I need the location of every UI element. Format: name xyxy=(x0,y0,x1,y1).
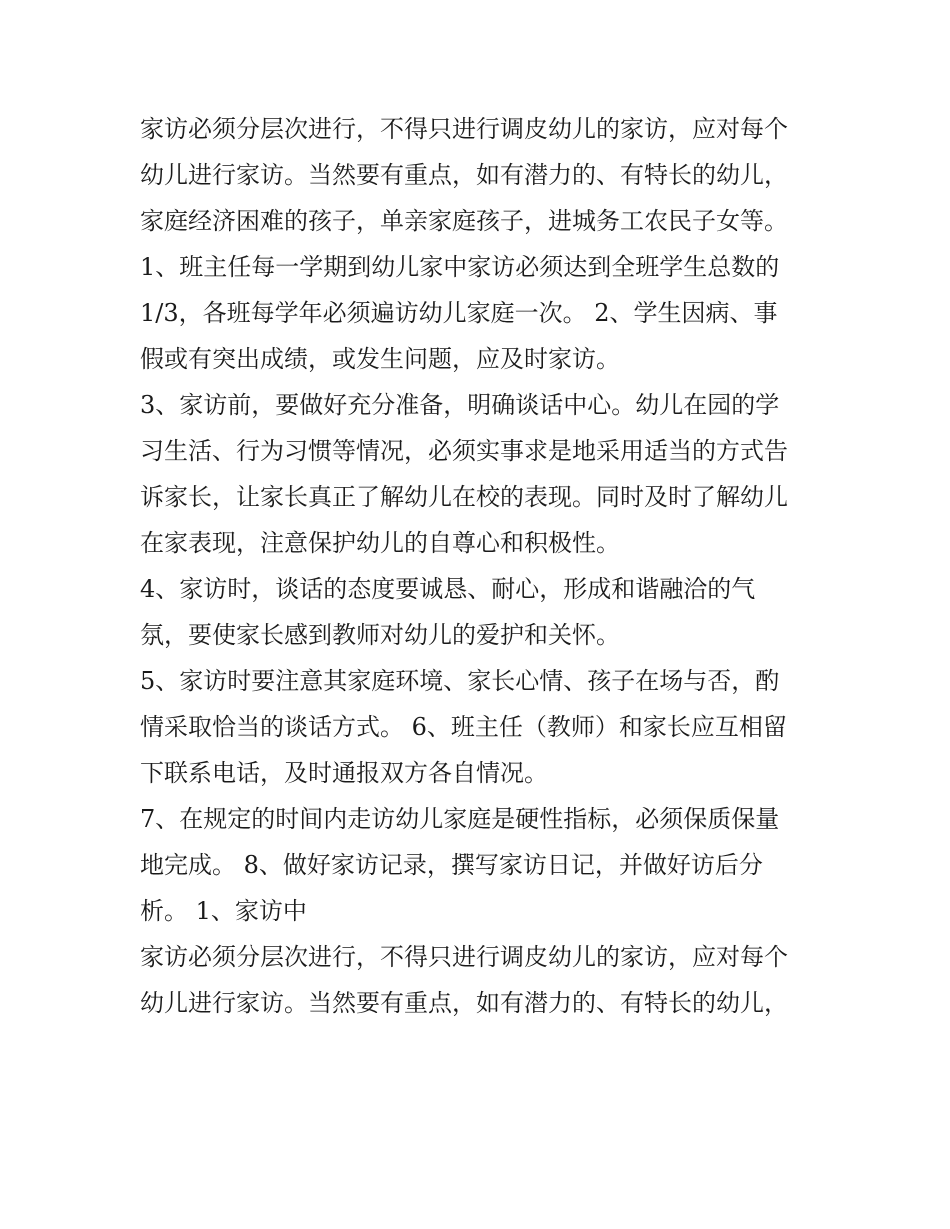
text-line: 3、家访前，要做好充分准备，明确谈话中心。幼儿在园的学 xyxy=(140,391,780,419)
text-line: 家访必须分层次进行，不得只进行调皮幼儿的家访，应对每个 xyxy=(140,115,788,143)
text-line: 习生活、行为习惯等情况，必须实事求是地采用适当的方式告 xyxy=(140,437,788,465)
text-line: 诉家长，让家长真正了解幼儿在校的表现。同时及时了解幼儿 xyxy=(140,483,788,511)
text-line: 地完成。 8、做好家访记录，撰写家访日记，并做好访后分 xyxy=(140,851,763,879)
text-line: 假或有突出成绩，或发生问题，应及时家访。 xyxy=(140,345,620,373)
text-line: 家访必须分层次进行，不得只进行调皮幼儿的家访，应对每个 xyxy=(140,943,788,971)
text-line: 7、在规定的时间内走访幼儿家庭是硬性指标，必须保质保量 xyxy=(140,805,780,833)
text-line: 下联系电话，及时通报双方各自情况。 xyxy=(140,759,548,787)
text-line: 1、班主任每一学期到幼儿家中家访必须达到全班学生总数的 xyxy=(140,253,780,281)
text-line: 5、家访时要注意其家庭环境、家长心情、孩子在场与否，酌 xyxy=(140,667,780,695)
text-line: 幼儿进行家访。当然要有重点，如有潜力的、有特长的幼儿， xyxy=(140,161,788,189)
document-body xyxy=(140,106,820,1026)
text-line: 幼儿进行家访。当然要有重点，如有潜力的、有特长的幼儿， xyxy=(140,989,788,1017)
text-line: 氛，要使家长感到教师对幼儿的爱护和关怀。 xyxy=(140,621,620,649)
text-line: 家庭经济困难的孩子，单亲家庭孩子，进城务工农民子女等。 xyxy=(140,207,788,235)
text-line: 1/3，各班每学年必须遍访幼儿家庭一次。 2、学生因病、事 xyxy=(140,299,778,327)
text-line: 4、家访时，谈话的态度要诚恳、耐心，形成和谐融洽的气 xyxy=(140,575,756,603)
text-line: 析。 1、家访中 xyxy=(140,897,307,925)
text-line: 情采取恰当的谈话方式。 6、班主任（教师）和家长应互相留 xyxy=(140,713,787,741)
text-line: 在家表现，注意保护幼儿的自尊心和积极性。 xyxy=(140,529,620,557)
